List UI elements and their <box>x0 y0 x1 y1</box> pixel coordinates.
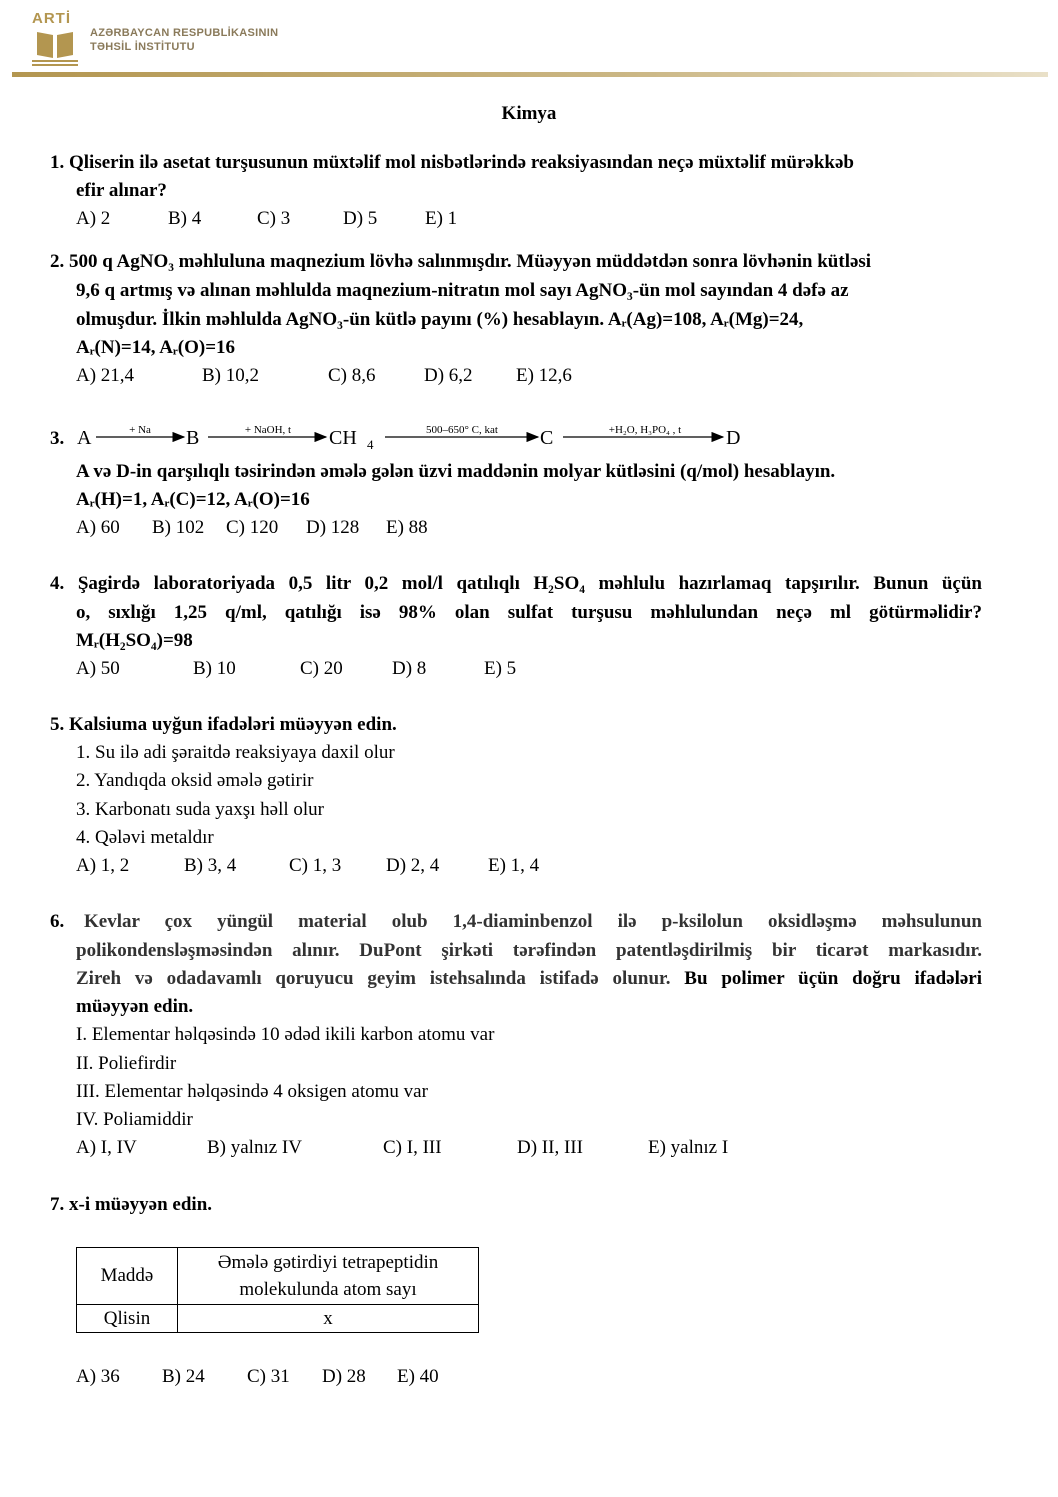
q2-text-line4: Aᵣ(N)=14, Aᵣ(O)=16 <box>76 337 236 358</box>
q6-text-line3 <box>76 965 982 993</box>
q1-text-line2: efir alınar? <box>76 180 167 201</box>
chain-c: C <box>540 427 554 449</box>
q7-option-d: D) 28 <box>322 1366 366 1387</box>
q7-option-a: A) 36 <box>76 1366 120 1387</box>
q3-option-c: C) 120 <box>226 517 279 538</box>
chain-b: B <box>186 427 200 449</box>
header-divider <box>12 72 1048 77</box>
q1-option-d: D) 5 <box>343 208 378 229</box>
q5-option-a: A) 1, 2 <box>76 855 130 876</box>
q2-text-line1: 2. 500 q AgNO₃ məhluluna maqnezium lövhə salınmışdır. Müəyyən müddətdən sonra lövhənin kütləsi <box>50 251 872 272</box>
q6-text-line1: Kevlar çox yüngül material olub 1,4-diaminbenzol ilə p-ksilolun oksidləşmə məhsulunun <box>84 911 982 932</box>
q6-text-line4: müəyyən edin. <box>76 996 194 1017</box>
chain-a: A <box>77 427 92 449</box>
q1-option-b: B) 4 <box>168 208 202 229</box>
q3-option-b: B) 102 <box>152 517 205 538</box>
q3-option-e: E) 88 <box>386 517 428 538</box>
q3-text-line2: Aᵣ(H)=1, Aᵣ(C)=12, Aᵣ(O)=16 <box>76 489 310 510</box>
q3-text-line1: A və D-in qarşılıqlı təsirindən əmələ gələn üzvi maddənin molyar kütləsini (q/mol) hesablayın. <box>76 461 836 482</box>
q7-option-c: C) 31 <box>247 1366 290 1387</box>
chain-d: D <box>726 427 741 449</box>
table-header-atom-count <box>178 1248 479 1305</box>
institute-name-line1: AZƏRBAYCAN RESPUBLİKASININ <box>90 27 279 39</box>
q5-text-line1: 5. Kalsiuma uyğun ifadələri müəyyən edin. <box>50 714 397 735</box>
q5-item-3: 3. Karbonatı suda yaxşı həll olur <box>76 799 325 820</box>
q2-option-c: C) 8,6 <box>328 365 376 386</box>
q6-item-3: III. Elementar həlqəsində 4 oksigen atomu var <box>76 1081 428 1102</box>
q4-option-b: B) 10 <box>193 658 236 679</box>
table-cell-substance: Qlisin <box>77 1305 178 1333</box>
q4-option-e: E) 5 <box>484 658 517 679</box>
q5-option-d: D) 2, 4 <box>386 855 440 876</box>
q1-text-line1: 1. Qliserin ilə asetat turşusunun müxtəlif mol nisbətlərində reaksiyasından neçə müxtəlif mürəkkəb <box>50 152 855 173</box>
q6-item-4: IV. Poliamiddir <box>76 1109 193 1130</box>
chain-ch4: CH <box>329 427 357 449</box>
q6-item-2: II. Poliefirdir <box>76 1053 177 1074</box>
q4-text-line1: 4. Şagirdə laboratoriyada 0,5 litr 0,2 mol/l qatılıqlı H₂SO₄ məhlulu hazırlamaq tapşırılır. Bunun üçün <box>50 573 982 594</box>
q2-option-d: D) 6,2 <box>424 365 473 386</box>
q4-text-line2: o, sıxlığı 1,25 q/ml, qatılığı isə 98% olan sulfat turşusu məhlulundan neçə ml götürməlidir? <box>76 602 982 623</box>
page-header <box>0 0 1058 80</box>
q4-option-d: D) 8 <box>392 658 427 679</box>
q6-option-a: A) I, IV <box>76 1137 137 1158</box>
q6-option-c: C) I, III <box>383 1137 442 1158</box>
table-row <box>77 1248 479 1305</box>
table-cell-value: x <box>178 1305 479 1333</box>
q5-option-b: B) 3, 4 <box>184 855 237 876</box>
q1-option-e: E) 1 <box>425 208 458 229</box>
q7-table <box>76 1247 479 1333</box>
q4-text-line3: Mᵣ(H₂SO₄)=98 <box>76 630 193 651</box>
reagent-1: + Na <box>129 424 151 436</box>
q7-text-line1: 7. x-i müəyyən edin. <box>50 1194 213 1215</box>
table-header-substance: Maddə <box>77 1248 178 1305</box>
q6-option-e: E) yalnız I <box>648 1137 729 1158</box>
q3-option-d: D) 128 <box>306 517 360 538</box>
q3-number: 3. <box>50 428 65 449</box>
institute-name-line2: TƏHSİL İNSTİTUTU <box>90 41 195 53</box>
q3-reaction-chain <box>50 421 810 455</box>
q6-option-d: D) II, III <box>517 1137 583 1158</box>
q2-text-line3: olmuşdur. İlkin məhlulda AgNO₃-ün kütlə payını (%) hesablayın. Aᵣ(Ag)=108, Aᵣ(Mg)=24, <box>76 309 804 330</box>
reagent-2: + NaOH, t <box>244 424 292 436</box>
reagent-3: 500–650° C, kat <box>426 424 498 436</box>
q6-text-line3-context: Zireh və odadavamlı qoruyucu geyim istehsalında istifadə olunur. <box>76 968 671 989</box>
q5-item-1: 1. Su ilə adi şəraitdə reaksiyaya daxil olur <box>76 742 395 763</box>
brand-name: ARTİ <box>32 10 71 27</box>
q5-item-2: 2. Yandıqda oksid əmələ gətirir <box>76 770 314 791</box>
q1-option-a: A) 2 <box>76 208 111 229</box>
table-row <box>77 1305 479 1333</box>
q4-option-c: C) 20 <box>300 658 343 679</box>
q6-number: 6. <box>50 911 65 932</box>
q7-option-b: B) 24 <box>162 1366 205 1387</box>
q2-option-b: B) 10,2 <box>202 365 259 386</box>
page-title: Kimya <box>501 103 557 124</box>
reagent-4: +H₂O, H₃PO₄ , t <box>608 424 682 436</box>
q2-option-a: A) 21,4 <box>76 365 135 386</box>
q4-option-a: A) 50 <box>76 658 120 679</box>
q2-option-e: E) 12,6 <box>516 365 572 386</box>
table-header-atom-count-line1: Əmələ gətirdiyi tetrapeptidin <box>217 1252 439 1273</box>
q5-option-c: C) 1, 3 <box>289 855 342 876</box>
table-header-atom-count-line2: molekulunda atom sayı <box>239 1279 417 1300</box>
q6-item-1: I. Elementar həlqəsində 10 ədəd ikili karbon atomu var <box>76 1024 495 1045</box>
q6-text-line3-question: Bu polimer üçün doğru ifadələri <box>670 968 982 989</box>
q5-option-e: E) 1, 4 <box>488 855 540 876</box>
q6-option-b: B) yalnız IV <box>207 1137 302 1158</box>
q5-item-4: 4. Qələvi metaldır <box>76 827 214 848</box>
q7-option-e: E) 40 <box>397 1366 439 1387</box>
q6-text-line2: polikondensləşməsindən alınır. DuPont şirkəti tərəfindən patentləşdirilmiş bir ticarət markasıdır. <box>76 940 982 961</box>
q3-option-a: A) 60 <box>76 517 120 538</box>
chain-ch4-subscript: 4 <box>367 437 374 452</box>
q1-option-c: C) 3 <box>257 208 291 229</box>
q2-text-line2: 9,6 q artmış və alınan məhlulda maqnezium-nitratın mol sayı AgNO₃-ün mol sayından 4 dəfə az <box>76 280 849 301</box>
